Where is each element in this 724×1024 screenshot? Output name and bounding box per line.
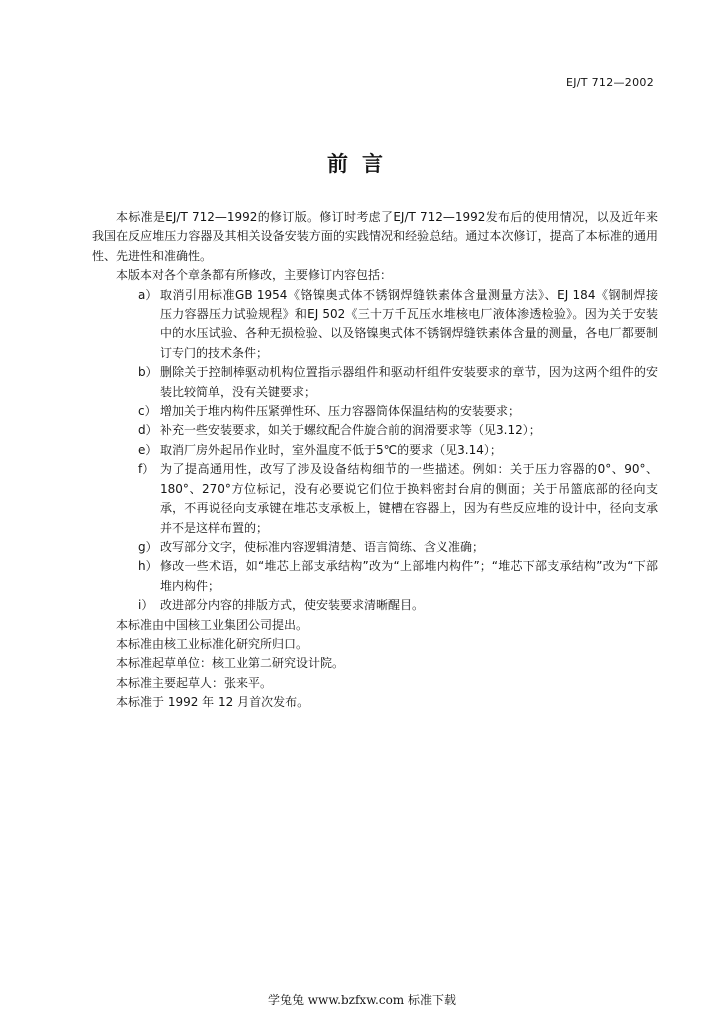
list-item-text: 取消引用标准GB 1954《铬镍奥式体不锈钢焊缝铁素体含量测量方法》、EJ 184《钢制焊接 压力容器压力试验规程》和EJ 502《三十万千瓦压水堆核电厂液体渗透检验》。因为关于安装中的水压试验、各种无损检验、以及铬镍奥式体不锈钢焊缝铁素体含量的测量，各电厂都要制订专门的技术条件； <box>160 287 671 360</box>
list-item <box>92 557 658 596</box>
standard-code: EJ/T 712—2002 <box>565 76 654 89</box>
drafter-line: 本标准主要起草人：张来平。 <box>116 675 273 690</box>
list-marker: c） <box>138 404 157 419</box>
list-marker: e） <box>138 442 158 457</box>
revision-list <box>92 286 671 616</box>
list-marker: a） <box>138 287 158 302</box>
footer-watermark: 学兔兔 www.bzfxw.com 标准下载 <box>267 993 457 1007</box>
list-item <box>92 402 658 421</box>
list-marker: g） <box>138 539 158 554</box>
document-body <box>92 208 671 713</box>
list-marker: b） <box>138 365 158 380</box>
list-item <box>92 286 671 364</box>
list-item-text: 增加关于堆内构件压紧弹性环、压力容器筒体保温结构的安装要求； <box>160 404 521 419</box>
list-item-text: 为了提高通用性，改写了涉及设备结构细节的一些描述。例如：关于压力容器的0°、90°、180°、270°方位标记，没有必要说它们位于换料密封台肩的侧面；关于吊篮底部的径向支承，不再说径向支承键在堆芯支承板上，键槽在容器上，因为有些反应堆的设计中，径向支承并不是这样布置的； <box>160 462 658 535</box>
proposer-line: 本标准由中国核工业集团公司提出。 <box>116 617 309 632</box>
list-item <box>92 441 658 460</box>
list-marker: f） <box>138 462 155 477</box>
intro-paragraph: 本标准是EJ/T 712—1992的修订版。修订时考虑了EJ/T 712—1992发布后的使用情况，以及近年来我国在反应堆压力容器及其相关设备安装方面的实践情况和经验总结。通过本次修订，提高了本标准的通用性、先进性和准确性。 <box>92 210 658 263</box>
list-item-text: 修改一些术语，如“堆芯上部支承结构”改为“上部堆内构件”；“堆芯下部支承结构”改为“下部堆内构件； <box>160 559 658 593</box>
list-item <box>92 460 658 538</box>
list-item-text: 取消厂房外起吊作业时，室外温度不低于5℃的要求（见3.14）； <box>160 442 502 457</box>
first-issue-line: 本标准于 1992 年 12 月首次发布。 <box>116 695 310 710</box>
page-title: 前言 <box>327 151 397 176</box>
list-marker: h） <box>138 559 158 574</box>
list-marker: d） <box>138 423 158 438</box>
drafting-unit-line: 本标准起草单位：核工业第二研究设计院。 <box>116 656 345 671</box>
list-item-text: 改进部分内容的排版方式，使安装要求清晰醒目。 <box>160 598 425 613</box>
list-item <box>92 596 658 615</box>
list-item-text: 改写部分文字，使标准内容逻辑清楚、语言简练、含义准确； <box>160 539 485 554</box>
intro-paragraph: 本版本对各个章条都有所修改，主要修订内容包括： <box>116 268 393 283</box>
list-item <box>92 538 658 557</box>
custodian-line: 本标准由核工业标准化研究所归口。 <box>116 636 309 651</box>
list-item <box>92 421 658 440</box>
list-item-text: 删除关于控制棒驱动机构位置指示器组件和驱动杆组件安装要求的章节，因为这两个组件的安装比较简单，没有关键要求； <box>160 365 658 399</box>
list-marker: i） <box>138 598 154 613</box>
list-item <box>92 363 658 402</box>
list-item-text: 补充一些安装要求，如关于螺纹配合件旋合前的润滑要求等（见3.12）； <box>160 423 541 438</box>
